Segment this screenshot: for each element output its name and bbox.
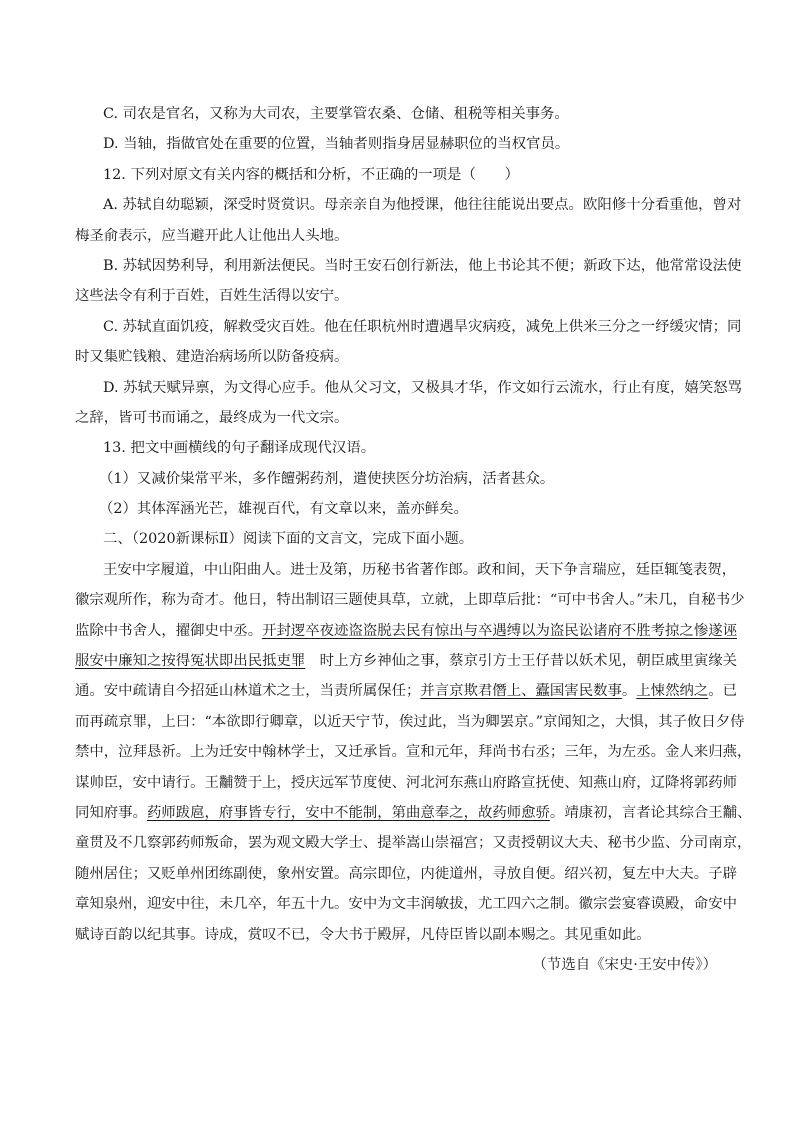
text-segment: （2）其体浑涵光芒，雄视百代，有文章以来，盖亦鲜矣。 — [99, 501, 468, 518]
text-segment: 而再疏京罪，上曰：“本欲即行卿章，以近天宁节，俟过此，当为卿罢京。”京闻知之，大惧，其子攸日夕侍 — [75, 713, 745, 730]
text-line — [75, 889, 737, 919]
text-segment: 随州居住；又贬单州团练副使，象州安置。高宗即位，内徙道州，寻放自便。绍兴初，复左中大夫。子辟 — [75, 865, 737, 882]
text-line — [75, 798, 752, 828]
text-line — [75, 555, 737, 585]
text-line — [75, 342, 723, 372]
text-segment: 。 — [621, 683, 637, 700]
underlined-sentence: 药师跋扈，府事皆专行，安中不能制，第曲意奉之，故药师愈骄 — [146, 804, 550, 821]
document-body — [75, 99, 752, 980]
text-line — [75, 281, 723, 311]
text-line — [75, 859, 737, 889]
text-segment: B. 苏轼因势利导，利用新法便民。当时王安石创行新法，他上书论其不便；新政下达，他常常设法使 — [103, 257, 742, 274]
text-line — [75, 190, 742, 220]
text-line — [75, 373, 742, 403]
text-line — [75, 676, 738, 706]
underlined-sentence: 并言京欺君僭上、蠹国害民数事 — [420, 683, 622, 700]
text-line — [75, 99, 723, 129]
text-segment: 二、（2020新课标Ⅱ）阅读下面的文言文，完成下面小题。 — [103, 531, 474, 548]
text-line — [75, 646, 737, 676]
text-line — [75, 920, 723, 950]
underlined-sentence: 服安中廉知之按得冤状即出民抵吏罪 — [75, 653, 306, 670]
text-line — [75, 221, 723, 251]
text-line — [75, 160, 723, 190]
text-segment: C. 苏轼直面饥疫，解救受灾百姓。他在任职杭州时遭遇旱灾病疫，减免上供米三分之一纾缓灾情；同 — [103, 318, 742, 335]
text-segment: 之辞，皆可书而诵之，最终成为一代文宗。 — [75, 409, 349, 426]
source-citation: （节选自《宋史·王安中传》） — [532, 956, 717, 973]
text-line — [75, 403, 723, 433]
text-line — [75, 464, 723, 494]
text-segment: 章知泉州，迎安中往，未几卒，年五十九。安中为文丰润敏拔，尤工四六之制。徽宗尝宴睿谟殿，命安中 — [75, 896, 737, 913]
text-segment: 王安中字履道，中山阳曲人。进士及第，历秘书省著作郎。政和间，天下争言瑞应，廷臣辄笺表贺， — [103, 561, 737, 578]
text-line — [75, 707, 745, 737]
text-segment: C. 司农是官名，又称为大司农，主要掌管农桑、仓储、租税等相关事务。 — [103, 106, 569, 122]
text-segment: D. 当轴，指做官处在重要的位置，当轴者则指身居显赫职位的当权官员。 — [103, 136, 570, 153]
text-segment: 赋诗百韵以纪其事。诗成，赏叹不已，令大书于殿屏，凡侍臣皆以副本赐之。其见重如此。 — [75, 926, 651, 943]
text-segment: 童贯及不几察郭药师叛命，罢为观文殿大学士、提举嵩山崇福宫；又责授朝议大夫、秘书少监、分司南京， — [75, 835, 752, 852]
text-segment: 禁中，泣拜恳祈。上为迁安中翰林学士，又迁承旨。宣和元年，拜尚书右丞；三年，为左丞。金人来归燕， — [75, 744, 752, 761]
text-segment: 时又集贮钱粮、建造治病场所以防备疫病。 — [75, 349, 349, 366]
text-segment: 。靖康初，言者论其综合王黼、 — [549, 804, 752, 821]
text-segment: 12. 下列对原文有关内容的概括和分析，不正确的一项是（ ） — [103, 166, 520, 183]
text-segment: （1）又减价粜常平米，多作饘粥药剂，遣使挟医分坊治病，活者甚众。 — [99, 470, 555, 487]
text-segment: 同知府事。 — [75, 804, 147, 821]
text-line — [75, 768, 737, 798]
text-segment: 徽宗观所作，称为奇才。他日，特出制诏三题使具草，立就，上即草后批：“可中书舍人。”未几，自秘书少 — [75, 592, 745, 609]
text-segment: 谋帅臣，安中请行。王黼赞于上，授庆远军节度使、河北河东燕山府路宣抚使、知燕山府，辽降将郭药师 — [75, 774, 737, 791]
underlined-sentence: 开封逻卒夜迹盗盗脱去民有惊出与卒遇缚以为盗民讼诸府不胜考掠之惨遂诬 — [262, 622, 737, 639]
text-segment: 这些法令有利于百姓，百姓生活得以安宁。 — [75, 288, 349, 305]
text-segment: A. 苏轼自幼聪颖，深受时贤赏识。母亲亲自为他授课，他往往能说出要点。欧阳修十分看重他，曾对 — [103, 197, 742, 214]
text-line — [75, 433, 723, 463]
text-segment: 13. 把文中画横线的句子翻译成现代汉语。 — [103, 440, 376, 457]
text-segment: 。已 — [708, 683, 738, 700]
text-line — [75, 828, 752, 858]
text-segment: 时上方乡神仙之事，蔡京引方士王仔昔以妖术见，朝臣戚里寅缘关 — [305, 653, 737, 670]
text-segment: 梅圣俞表示，应当避开此人让他出人头地。 — [75, 227, 349, 244]
text-segment: 监除中书舍人，擢御史中丞。 — [75, 622, 263, 639]
text-line — [75, 251, 742, 281]
text-line — [75, 737, 752, 767]
text-line — [75, 494, 723, 524]
text-line — [75, 585, 745, 615]
text-line — [75, 524, 723, 554]
text-line — [75, 616, 737, 646]
text-line — [75, 312, 742, 342]
text-segment: 通。安中疏请自今招延山林道术之士，当责所属保任； — [75, 683, 421, 700]
text-segment: D. 苏轼天赋异禀，为文得心应手。他从父习文，又极具才华，作文如行云流水，行止有度，嬉笑怒骂 — [103, 379, 742, 396]
text-line — [75, 129, 723, 159]
underlined-sentence: 上悚然纳之 — [636, 683, 709, 700]
